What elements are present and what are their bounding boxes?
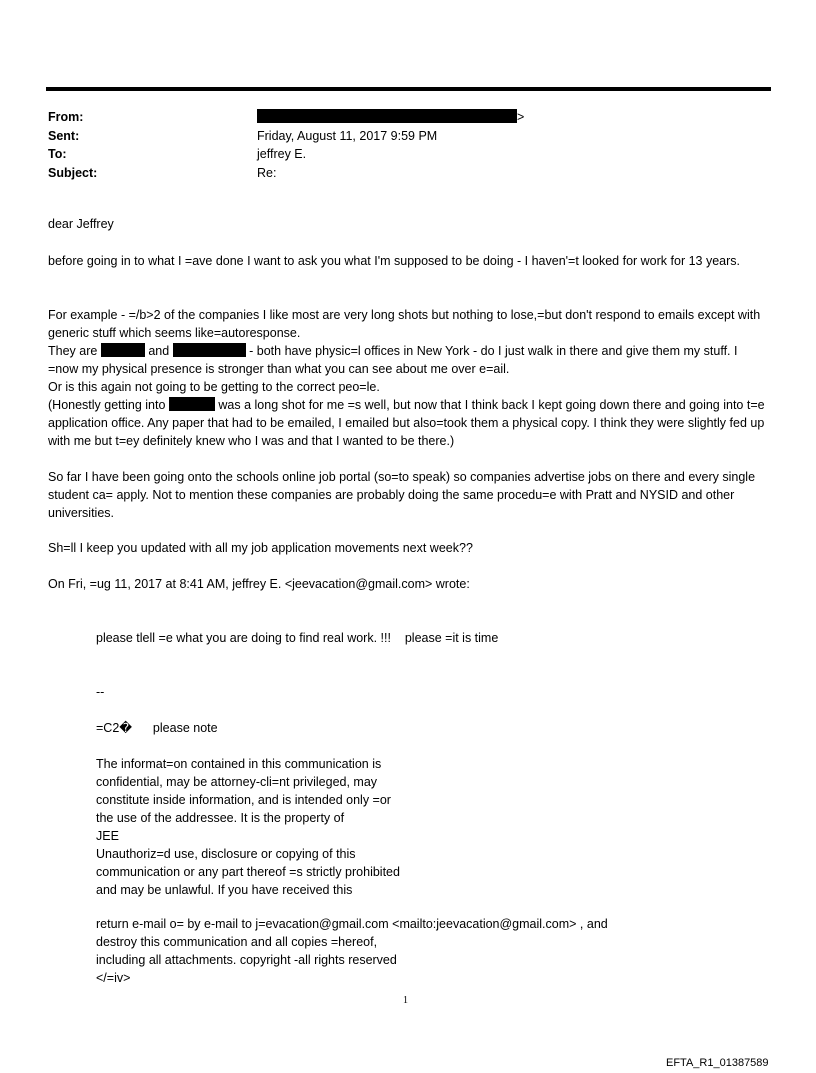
from-label: From: <box>48 110 84 124</box>
sent-value: Friday, August 11, 2017 9:59 PM <box>257 128 438 143</box>
redaction-block <box>173 343 246 357</box>
redaction-block <box>257 109 517 123</box>
to-value: jeffrey E. <box>257 147 307 161</box>
paragraph-3: So far I have been going onto the schools online job portal (so=to speak) so companies advertise jobs on there and every single student ca= apply. Not to mention these companies are probably doing the same procedu=e with Pratt and NYSID and other universities. <box>48 470 756 520</box>
paragraph-1: before going in to what I =ave done I want to ask you what I'm supposed to be doing - I haven'=t looked for work for 13 years. <box>48 254 740 268</box>
from-value <box>257 108 524 127</box>
redaction-block <box>101 343 145 357</box>
disclaimer: The informat=on contained in this communication is confidential, may be attorney-cli=nt privileged, may constitute inside information, and is intended only =or the use of the addressee. It is the property of JEE Unauthoriz=d use, disclosure or copying of this communication or any part thereof =s strictly prohibited and may be unlawful. If you have received this <box>96 757 400 897</box>
to-label: To: <box>48 147 67 161</box>
disclaimer-tail: return e-mail o= by e-mail to j=evacation@gmail.com <mailto:jeevacation@gmail.com> , and destroy this communication and all copies =hereof, including all attachments. copyright -all rights reserved </=iv> <box>96 917 608 985</box>
greeting: dear Jeffrey <box>48 217 114 231</box>
sent-label: Sent: <box>48 128 80 143</box>
paragraph-4: Sh=ll I keep you updated with all my job application movements next week?? <box>48 541 473 555</box>
page-number: 1 <box>403 995 408 1006</box>
paragraph-2: For example - =/b>2 of the companies I like most are very long shots but nothing to lose,=but don't respond to emails except with generic stuff which seems like=autoresponse. They are and - both have physic=l offices in New York - do I just walk in there and give them my stuff. I =now my physical presence is stronger than what you can see about me over e=ail. Or is this again not going to be getting to the correct peo=le. (Honestly getting into was a long shot for me =s well, but now that I think back I kept going down there and going into t=e application office. Any paper that had to be emailed, I emailed but also=took them a physical copy. I think they were slightly fed up with me but t=ey definitely knew who I was and that I wanted to be there.) <box>48 308 765 448</box>
header-rule <box>46 87 771 91</box>
subject-value: Re: <box>257 165 277 180</box>
note-line: =C2� please note <box>96 721 218 735</box>
document-id: EFTA_R1_01387589 <box>666 1057 769 1069</box>
from-suffix: > <box>517 110 525 124</box>
subject-label: Subject: <box>48 165 98 180</box>
redaction-block <box>169 397 215 411</box>
signature-separator: -- <box>96 685 105 699</box>
quote-attribution: On Fri, =ug 11, 2017 at 8:41 AM, jeffrey E. <jeevacation@gmail.com> wrote: <box>48 577 470 591</box>
quoted-message: please tlell =e what you are doing to find real work. !!! please =it is time <box>96 631 499 645</box>
